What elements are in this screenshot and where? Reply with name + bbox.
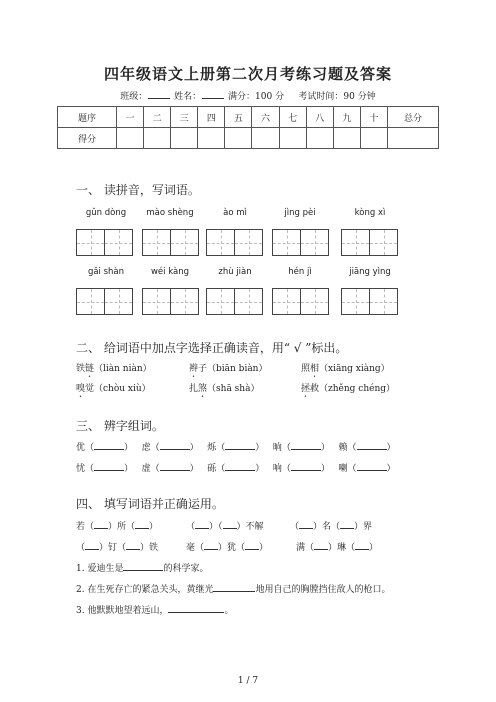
- reading-choice[interactable]: [76, 361, 152, 380]
- sentence-q1: [76, 561, 208, 574]
- answer-blank[interactable]: [357, 461, 387, 471]
- text: 3. 他默默地望着远山，: [76, 606, 169, 616]
- dotted-char: 拯: [301, 384, 311, 394]
- char: 烁: [207, 443, 217, 453]
- answer-blank[interactable]: [245, 540, 259, 550]
- class-label: 班级：: [120, 92, 148, 102]
- idiom-item: [290, 519, 372, 532]
- dotted-char: 相: [310, 364, 320, 374]
- idiom-item: [186, 519, 264, 532]
- char: 忧: [76, 464, 86, 474]
- answer-blank[interactable]: [213, 582, 255, 592]
- text: ）名（: [313, 522, 341, 532]
- answer-blank[interactable]: [123, 561, 163, 571]
- score-cell[interactable]: [144, 128, 171, 149]
- text: ）: [369, 543, 379, 553]
- dotted-char: 链: [85, 364, 95, 374]
- text: （: [290, 522, 300, 532]
- reading-choice[interactable]: [301, 361, 390, 380]
- answer-blank[interactable]: [340, 519, 354, 529]
- pinyin: mào shèng: [146, 208, 194, 218]
- word-part: 照: [301, 364, 311, 374]
- header-cell: 三: [171, 107, 198, 128]
- answer-blank[interactable]: [94, 461, 124, 471]
- section-1-title: 一、 读拼音，写词语。: [76, 183, 200, 197]
- pinyin: gǔn dòng: [85, 208, 127, 218]
- text: ）: [149, 522, 159, 532]
- text: ）（: [209, 522, 223, 532]
- reading-choice[interactable]: [189, 381, 259, 400]
- word-group-row: 忧（ ） 虚（ ） 砾（ ） 响（ ） 喇（ ）: [76, 461, 396, 474]
- word-part: 救（zhěng chéng）: [310, 384, 396, 394]
- answer-blank[interactable]: [160, 440, 190, 450]
- sentence-q3: [76, 603, 233, 616]
- score-label: 满分：100 分: [228, 92, 285, 102]
- word-part: （shā shà）: [207, 384, 260, 394]
- idiom-item: [186, 540, 268, 553]
- reading-choice[interactable]: [76, 381, 151, 400]
- section-4-title: 四、 填写词语并正确运用。: [76, 497, 224, 511]
- pinyin: gǎi shàn: [87, 267, 125, 277]
- pinyin: ào mì: [223, 208, 247, 218]
- writing-grid[interactable]: [76, 288, 133, 315]
- text: （: [76, 543, 86, 553]
- text: 若（: [76, 522, 95, 532]
- word-part: （liàn niàn）: [94, 364, 152, 374]
- text: 2. 在生死存亡的紧急关头，黄继光: [76, 585, 214, 595]
- idiom-item: [76, 519, 158, 532]
- pinyin: zhù jiàn: [218, 267, 252, 277]
- writing-grid[interactable]: [272, 229, 329, 256]
- idiom-item: [76, 540, 158, 553]
- writing-grid[interactable]: [341, 229, 398, 256]
- text: ）钉（: [99, 543, 127, 553]
- answer-blank[interactable]: [126, 540, 140, 550]
- text: 毫（: [186, 543, 205, 553]
- answer-blank[interactable]: [225, 440, 255, 450]
- answer-blank[interactable]: [94, 519, 108, 529]
- section-2-title: 二、 给词语中加点字选择正确读音，用“ √ ”标出。: [76, 341, 348, 355]
- char: 优: [76, 443, 86, 453]
- header-cell: 题序: [58, 107, 117, 128]
- header-cell: 五: [225, 107, 252, 128]
- header-cell: 十: [360, 107, 387, 128]
- text: ）铁: [140, 543, 159, 553]
- dotted-char: 煞: [198, 384, 208, 394]
- answer-blank[interactable]: [168, 603, 224, 613]
- time-label: 考试时间：90 分钟: [298, 92, 376, 102]
- score-cell[interactable]: [198, 128, 225, 149]
- header-cell: 二: [144, 107, 171, 128]
- word-part: （xiāng xiàng）: [319, 364, 390, 374]
- writing-grid[interactable]: [206, 229, 263, 256]
- name-label: 姓名：: [174, 92, 202, 102]
- row-label: 得分: [58, 128, 117, 149]
- writing-grid[interactable]: [272, 288, 329, 315]
- text: ）琳（: [328, 543, 356, 553]
- header-cell: 总分: [388, 107, 439, 128]
- page-number: 1 / 7: [237, 676, 259, 686]
- text: ）犹（: [218, 543, 246, 553]
- score-cell[interactable]: [171, 128, 198, 149]
- answer-blank[interactable]: [299, 519, 313, 529]
- char: 赖: [338, 443, 348, 453]
- word-group-row: 优（ ） 虑（ ） 烁（ ） 晌（ ） 赖（ ）: [76, 440, 396, 453]
- answer-blank[interactable]: [160, 461, 190, 471]
- dotted-char: 嗅: [76, 384, 86, 394]
- pinyin: hén jì: [288, 267, 312, 277]
- char: 晌: [272, 443, 282, 453]
- header-cell: 八: [306, 107, 333, 128]
- char: 响: [272, 464, 282, 474]
- pinyin: wéi kàng: [150, 267, 189, 277]
- pinyin: jìng pèi: [284, 208, 316, 218]
- score-cell[interactable]: [225, 128, 252, 149]
- answer-blank[interactable]: [314, 540, 328, 550]
- pinyin: jiāng yìng: [349, 267, 391, 277]
- answer-blank[interactable]: [291, 461, 321, 471]
- score-cell[interactable]: [252, 128, 279, 149]
- score-table-header: [58, 107, 439, 128]
- writing-grid[interactable]: [206, 288, 263, 315]
- text: ）: [259, 543, 269, 553]
- answer-blank[interactable]: [355, 540, 369, 550]
- answer-blank[interactable]: [94, 440, 124, 450]
- exam-info: [0, 89, 496, 102]
- answer-blank[interactable]: [204, 540, 218, 550]
- answer-blank[interactable]: [291, 440, 321, 450]
- text: ）不解: [236, 522, 264, 532]
- score-cell[interactable]: [279, 128, 306, 149]
- text: 的科学家。: [163, 564, 209, 574]
- header-cell: 七: [279, 107, 306, 128]
- writing-grid[interactable]: [142, 288, 199, 315]
- pinyin: kòng xì: [354, 208, 386, 218]
- writing-grid[interactable]: [142, 229, 199, 256]
- score-table: [57, 106, 439, 149]
- writing-grid[interactable]: [76, 229, 133, 256]
- text: 地用自己的胸膛挡住敌人的枪口。: [255, 585, 391, 595]
- char: 虚: [141, 464, 151, 474]
- char: 虑: [141, 443, 151, 453]
- sentence-q2: [76, 582, 390, 595]
- text: ）所（: [108, 522, 136, 532]
- score-cell[interactable]: [333, 128, 360, 149]
- reading-choice[interactable]: [189, 361, 267, 380]
- answer-blank[interactable]: [135, 519, 149, 529]
- header-cell: 四: [198, 107, 225, 128]
- header-cell: 一: [117, 107, 144, 128]
- score-cell[interactable]: [117, 128, 144, 149]
- score-cell[interactable]: [360, 128, 387, 149]
- name-blank[interactable]: [202, 90, 224, 99]
- idiom-item: [296, 540, 378, 553]
- answer-blank[interactable]: [85, 540, 99, 550]
- word-part: 铁: [76, 364, 86, 374]
- header-cell: 六: [252, 107, 279, 128]
- word-part: 扎: [189, 384, 199, 394]
- answer-blank[interactable]: [357, 440, 387, 450]
- score-cell[interactable]: [388, 128, 439, 149]
- text: （: [186, 522, 196, 532]
- word-part: 子（biān biàn）: [198, 364, 268, 374]
- answer-blank[interactable]: [223, 519, 237, 529]
- score-table-row: [58, 128, 439, 149]
- text: 1. 爱迪生是: [76, 564, 124, 574]
- score-cell[interactable]: [306, 128, 333, 149]
- text: 满（: [296, 543, 315, 553]
- char: 喇: [338, 464, 348, 474]
- reading-choice[interactable]: [301, 381, 395, 400]
- answer-blank[interactable]: [225, 461, 255, 471]
- text: ）界: [354, 522, 373, 532]
- page-title: 四年级语文上册第二次月考练习题及答案: [103, 65, 392, 83]
- word-part: 觉（chòu xiù）: [85, 384, 151, 394]
- answer-blank[interactable]: [195, 519, 209, 529]
- header-cell: 九: [333, 107, 360, 128]
- writing-grid[interactable]: [341, 288, 398, 315]
- dotted-char: 辫: [189, 364, 199, 374]
- section-3-title: 三、 辨字组词。: [76, 419, 164, 433]
- text: 。: [224, 606, 234, 616]
- class-blank[interactable]: [148, 90, 170, 99]
- char: 砾: [207, 464, 217, 474]
